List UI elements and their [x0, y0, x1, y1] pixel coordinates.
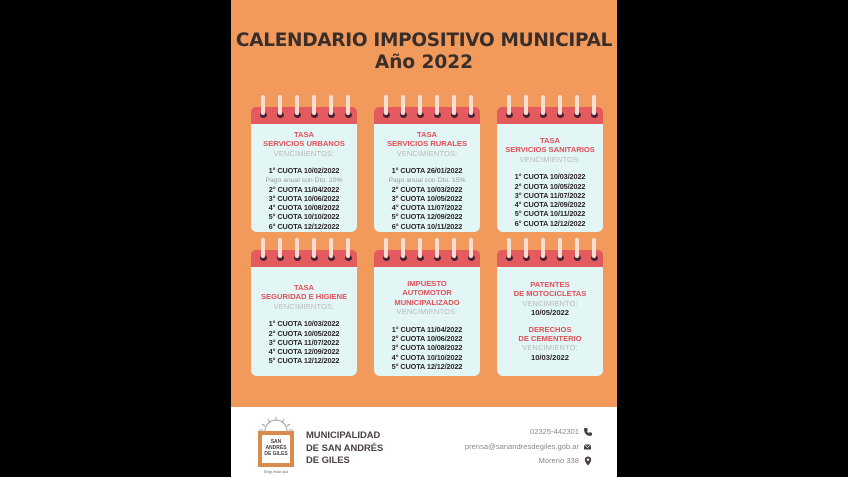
binding-ring [329, 238, 333, 258]
binding-ring [261, 95, 265, 115]
calendar-header [497, 250, 603, 267]
binding-ring [575, 238, 579, 258]
card-label: SERVICIOS SANITARIOS [505, 145, 595, 155]
binding-ring [575, 95, 579, 115]
card-label: SERVICIOS RURALES [386, 139, 468, 149]
binding-ring [418, 238, 422, 258]
binding-ring [278, 95, 282, 115]
cuota-item: 5° CUOTA 12/12/2022 [391, 361, 463, 371]
card-label: TASA [416, 130, 438, 139]
binding-ring [507, 95, 511, 115]
municipality-name-line: DE SAN ANDRÉS [306, 441, 384, 453]
cuota-item: 5° CUOTA 10/11/2022 [514, 209, 586, 219]
cuota-item: 2° CUOTA 10/05/2022 [268, 328, 340, 338]
binding-ring [507, 238, 511, 258]
binding-ring [384, 95, 388, 115]
phone-icon [583, 427, 593, 437]
vencimiento-label: VENCIMIENTO: [522, 343, 578, 353]
due-date: 10/03/2022 [530, 352, 569, 362]
card-label: TASA [293, 130, 315, 139]
binding-ring [418, 95, 422, 115]
binding-ring [346, 95, 350, 115]
cuota-item: 3° CUOTA 10/05/2022 [391, 193, 463, 203]
cuota-item: 4° CUOTA 10/10/2022 [391, 352, 463, 362]
card-label: SERVICIOS URBANOS [263, 139, 345, 149]
footer [231, 407, 617, 477]
binding-ring [469, 95, 473, 115]
phone-number: 02325-442301 [530, 427, 579, 436]
vencimientos-label: VENCIMIENTOS: [273, 148, 335, 158]
binding-ring [524, 95, 528, 115]
cuota-item: 5° CUOTA 12/09/2022 [391, 212, 463, 222]
vencimientos-label: VENCIMIENTOS: [396, 148, 458, 158]
discount-note: Pago anual con Dto. 20% [265, 176, 343, 184]
cuota-item: 1° CUOTA 11/04/2022 [391, 324, 463, 334]
binding-ring [295, 95, 299, 115]
map-pin-icon [583, 456, 593, 466]
binding-ring [295, 238, 299, 258]
municipality-name-line: DE GILES [306, 454, 350, 465]
page-title: CALENDARIO IMPOSITIVO MUNICIPAL [235, 30, 613, 51]
due-date: 10/05/2022 [530, 308, 569, 318]
binding-ring [592, 238, 596, 258]
page-subtitle: Año 2022 [374, 52, 474, 73]
binding-ring [541, 95, 545, 115]
calendar-header [374, 250, 480, 267]
binding-ring [435, 238, 439, 258]
cuota-item: 2° CUOTA 11/04/2022 [268, 184, 340, 194]
binding-ring [329, 95, 333, 115]
binding-ring [346, 238, 350, 258]
binding-ring [435, 95, 439, 115]
binding-ring [312, 238, 316, 258]
calendar-header [251, 107, 357, 124]
svg-text:DE GILES: DE GILES [264, 451, 288, 457]
cuota-item: 3° CUOTA 11/07/2022 [514, 190, 586, 200]
binding-ring [452, 238, 456, 258]
binding-ring [312, 95, 316, 115]
cuota-item: 2° CUOTA 10/03/2022 [391, 184, 463, 194]
municipality-name [306, 429, 383, 467]
binding-ring [592, 95, 596, 115]
card-label: DE CEMENTERIO [518, 334, 582, 344]
vencimientos-label: VENCIMIENTOS: [519, 154, 581, 164]
svg-text:Elegí estar acá: Elegí estar acá [264, 470, 288, 474]
binding-ring [452, 95, 456, 115]
cuota-item: 1° CUOTA 10/03/2022 [514, 172, 586, 182]
card-label: TASA [539, 136, 561, 145]
binding-ring [401, 95, 405, 115]
card-label: MUNICIPALIZADO [394, 297, 460, 307]
calendar-header [374, 107, 480, 124]
cuota-item: 3° CUOTA 10/08/2022 [391, 343, 463, 353]
vencimiento-label: VENCIMIENTO: [522, 298, 578, 308]
cuota-item: 1° CUOTA 26/01/2022 [391, 166, 463, 176]
cuota-item: 4° CUOTA 12/09/2022 [268, 347, 340, 357]
binding-ring [278, 238, 282, 258]
cuota-item: 4° CUOTA 10/08/2022 [268, 203, 340, 213]
binding-ring [524, 238, 528, 258]
calendar-header [497, 107, 603, 124]
cuota-item: 2° CUOTA 10/05/2022 [514, 181, 586, 191]
cuota-item: 6° CUOTA 12/12/2022 [514, 218, 586, 228]
cuota-item: 5° CUOTA 12/12/2022 [268, 356, 340, 366]
svg-text:SAN: SAN [270, 439, 282, 445]
cuota-item: 5° CUOTA 10/10/2022 [268, 212, 340, 222]
card-label: PATENTES [530, 280, 570, 289]
municipality-name-line: MUNICIPALIDAD [306, 429, 381, 440]
cuota-item: 6° CUOTA 12/12/2022 [268, 221, 340, 231]
binding-ring [558, 238, 562, 258]
cuota-item: 1° CUOTA 10/02/2022 [268, 166, 340, 176]
cuota-item: 3° CUOTA 11/07/2022 [268, 337, 340, 347]
discount-note: Pago anual con Dto. 15% [388, 176, 466, 184]
binding-ring [261, 238, 265, 258]
cuota-item: 4° CUOTA 12/09/2022 [514, 200, 586, 210]
cuota-item: 2° CUOTA 10/06/2022 [391, 333, 463, 343]
card-label: AUTOMOTOR [402, 288, 452, 298]
binding-ring [384, 238, 388, 258]
card-label: DERECHOS [528, 324, 572, 334]
cuota-item: 6° CUOTA 10/11/2022 [391, 221, 463, 231]
card-label: IMPUESTO [407, 279, 447, 288]
binding-ring [541, 238, 545, 258]
municipality-logo [256, 415, 296, 475]
cuota-item: 4° CUOTA 11/07/2022 [391, 203, 463, 213]
envelope-icon [583, 442, 593, 452]
binding-ring [469, 238, 473, 258]
address: Moreno 338 [538, 456, 579, 465]
email-link[interactable]: prensa@sanandresdegiles.gob.ar [464, 442, 579, 451]
vencimientos-label: VENCIMIENTOS: [396, 307, 458, 317]
card-label: SEGURIDAD E HIGIENE [260, 292, 348, 302]
card-label: DE MOTOCICLETAS [513, 289, 587, 299]
svg-text:ANDRÉS: ANDRÉS [265, 445, 287, 451]
cuota-item: 3° CUOTA 10/06/2022 [268, 193, 340, 203]
vencimientos-label: VENCIMIENTOS: [273, 301, 335, 311]
card-label: TASA [293, 283, 315, 292]
binding-ring [558, 95, 562, 115]
cuota-item: 1° CUOTA 10/03/2022 [268, 319, 340, 329]
binding-ring [401, 238, 405, 258]
calendar-header [251, 250, 357, 267]
tax-calendar-poster [231, 0, 617, 477]
